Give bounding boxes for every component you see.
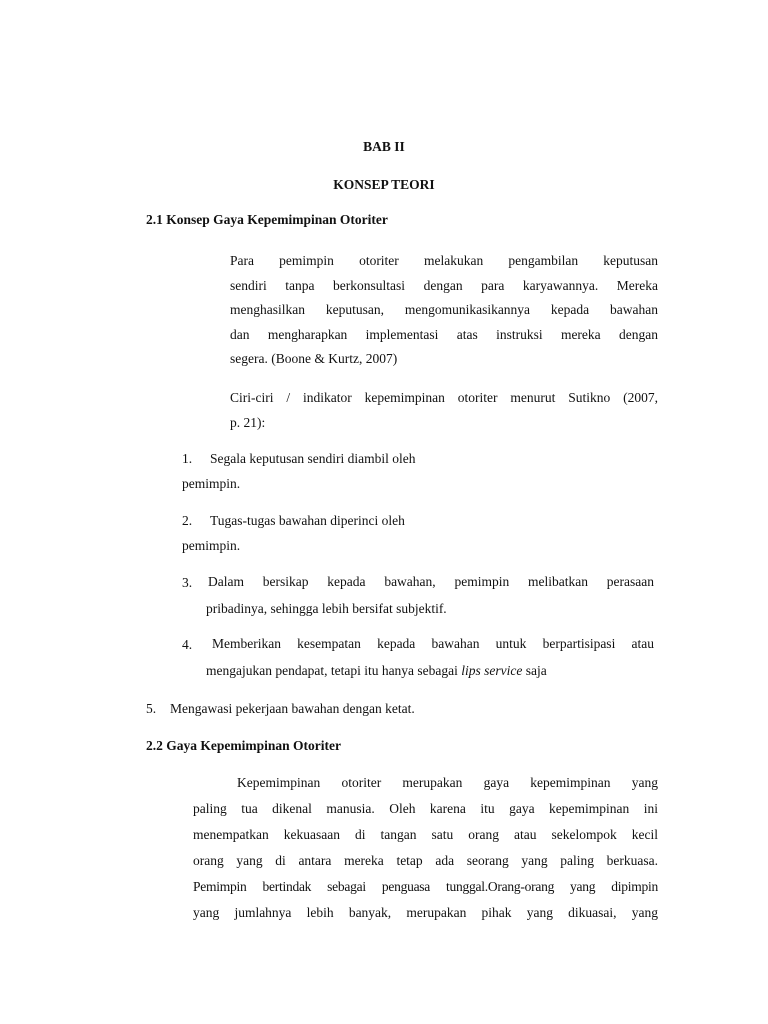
- paragraph-line: Kepemimpinan otoriter merupakan gaya kepemimpinan yang: [237, 775, 658, 790]
- list-item-4-number: 4.: [182, 637, 193, 652]
- list-item-4: [212, 632, 654, 657]
- paragraph-line: menghasilkan keputusan, mengomunikasikannya kepada bawahan: [230, 302, 658, 317]
- list-item-emphasis: lips service: [461, 663, 523, 678]
- paragraph-line: Ciri-ciri / indikator kepemimpinan otoriter menurut Sutikno (2007,: [230, 390, 658, 405]
- list-item-5: [146, 701, 415, 717]
- paragraph-line: p. 21):: [230, 414, 266, 430]
- chapter-title: KONSEP TEORI: [333, 177, 435, 192]
- paragraph-line: sendiri tanpa berkonsultasi dengan para karyawannya. Mereka: [230, 277, 658, 293]
- list-item-3: [208, 570, 654, 595]
- list-item-4-continuation: [206, 663, 547, 679]
- section-2-heading: 2.2 Gaya Kepemimpinan Otoriter: [146, 738, 341, 753]
- list-item-text: Tugas-tugas bawahan diperinci oleh: [210, 513, 405, 528]
- section-1-paragraph-1: [230, 249, 658, 372]
- list-item-number: 2.: [182, 513, 193, 528]
- paragraph-line: segera. (Boone & Kurtz, 2007): [230, 351, 398, 366]
- paragraph-line: paling tua dikenal manusia. Oleh karena itu gaya kepemimpinan ini: [193, 801, 658, 816]
- list-item-text: saja: [522, 663, 547, 678]
- list-item-text: Mengawasi pekerjaan bawahan dengan ketat.: [170, 701, 415, 716]
- section-1-heading: 2.1 Konsep Gaya Kepemimpinan Otoriter: [146, 212, 388, 227]
- paragraph-line: menempatkan kekuasaan di tangan satu orang atau sekelompok kecil: [193, 827, 658, 842]
- list-item-number: 1.: [182, 451, 193, 466]
- list-item-text: Memberikan kesempatan kepada bawahan untuk berpartisipasi atau: [212, 636, 654, 651]
- section-2-paragraph: [193, 771, 658, 926]
- list-item-text: Segala keputusan sendiri diambil oleh: [210, 451, 416, 466]
- paragraph-line: dan mengharapkan implementasi atas instruksi mereka dengan: [230, 326, 658, 342]
- section-1-paragraph-2: [230, 386, 658, 435]
- list-item-text: mengajukan pendapat, tetapi itu hanya sebagai: [206, 663, 462, 678]
- list-item-1: [182, 451, 415, 467]
- list-item-2-continuation: pemimpin.: [182, 538, 241, 553]
- list-item-2: [182, 513, 405, 529]
- list-item-1-continuation: pemimpin.: [182, 476, 241, 491]
- paragraph-line: Para pemimpin otoriter melakukan pengambilan keputusan: [230, 253, 658, 268]
- paragraph-line: orang yang di antara mereka tetap ada seorang yang paling berkuasa.: [193, 853, 658, 868]
- chapter-number: BAB II: [363, 139, 405, 154]
- list-item-3-number: 3.: [182, 575, 193, 590]
- paragraph-line: Pemimpin bertindak sebagai penguasa tunggal.Orang-orang yang dipimpin: [193, 879, 658, 894]
- list-item-text: Dalam bersikap kepada bawahan, pemimpin melibatkan perasaan: [208, 574, 654, 589]
- list-item-3-continuation: pribadinya, sehingga lebih bersifat subjektif.: [206, 601, 447, 616]
- list-item-number: 5.: [146, 701, 157, 716]
- paragraph-line: yang jumlahnya lebih banyak, merupakan pihak yang dikuasai, yang: [193, 905, 658, 920]
